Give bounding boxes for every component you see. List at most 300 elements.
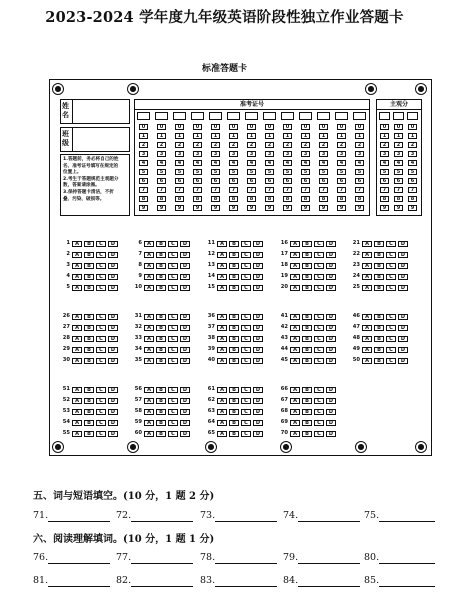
exam-digit-write-box[interactable]: [353, 112, 366, 120]
exam-digit-bubble[interactable]: 4: [247, 160, 256, 166]
exam-digit-bubble[interactable]: 7: [319, 187, 328, 193]
exam-digit-bubble[interactable]: 6: [265, 178, 274, 184]
answer-option-bubble[interactable]: C: [241, 274, 251, 281]
answer-option-bubble[interactable]: C: [96, 409, 106, 416]
answer-option-bubble[interactable]: D: [180, 358, 190, 365]
exam-digit-bubble[interactable]: 9: [229, 205, 238, 211]
answer-option-bubble[interactable]: B: [156, 285, 166, 292]
answer-option-bubble[interactable]: D: [180, 285, 190, 292]
exam-digit-bubble[interactable]: 9: [247, 205, 256, 211]
answer-option-bubble[interactable]: D: [253, 431, 263, 438]
answer-option-bubble[interactable]: C: [314, 347, 324, 354]
answer-option-bubble[interactable]: D: [253, 336, 263, 343]
answer-option-bubble[interactable]: D: [326, 387, 336, 394]
answer-option-bubble[interactable]: D: [108, 431, 118, 438]
exam-digit-bubble[interactable]: 7: [337, 187, 346, 193]
answer-option-bubble[interactable]: A: [290, 252, 300, 259]
answer-option-bubble[interactable]: C: [168, 263, 178, 270]
answer-option-bubble[interactable]: C: [241, 285, 251, 292]
answer-option-bubble[interactable]: A: [144, 398, 154, 405]
answer-option-bubble[interactable]: A: [217, 387, 227, 394]
exam-digit-bubble[interactable]: 5: [211, 169, 220, 175]
answer-option-bubble[interactable]: B: [229, 409, 239, 416]
answer-option-bubble[interactable]: D: [326, 409, 336, 416]
answer-option-bubble[interactable]: A: [217, 314, 227, 321]
answer-option-bubble[interactable]: C: [386, 336, 396, 343]
answer-option-bubble[interactable]: C: [168, 409, 178, 416]
answer-option-bubble[interactable]: C: [168, 336, 178, 343]
exam-digit-bubble[interactable]: 4: [319, 160, 328, 166]
answer-option-bubble[interactable]: B: [374, 285, 384, 292]
exam-digit-bubble[interactable]: 4: [265, 160, 274, 166]
score-digit-bubble[interactable]: 5: [380, 169, 389, 175]
answer-option-bubble[interactable]: C: [314, 409, 324, 416]
answer-option-bubble[interactable]: C: [241, 347, 251, 354]
answer-option-bubble[interactable]: A: [144, 325, 154, 332]
answer-option-bubble[interactable]: A: [72, 325, 82, 332]
answer-option-bubble[interactable]: A: [217, 325, 227, 332]
answer-option-bubble[interactable]: B: [302, 347, 312, 354]
answer-option-bubble[interactable]: D: [180, 431, 190, 438]
answer-option-bubble[interactable]: A: [290, 431, 300, 438]
exam-digit-bubble[interactable]: 2: [193, 142, 202, 148]
exam-digit-bubble[interactable]: 5: [337, 169, 346, 175]
answer-blank[interactable]: [379, 575, 435, 587]
answer-option-bubble[interactable]: B: [302, 431, 312, 438]
answer-option-bubble[interactable]: C: [96, 347, 106, 354]
answer-blank[interactable]: [131, 552, 193, 564]
answer-option-bubble[interactable]: B: [156, 274, 166, 281]
answer-option-bubble[interactable]: C: [314, 398, 324, 405]
exam-digit-bubble[interactable]: 7: [139, 187, 148, 193]
exam-digit-bubble[interactable]: 5: [247, 169, 256, 175]
score-digit-bubble[interactable]: 1: [408, 133, 417, 139]
exam-digit-bubble[interactable]: 3: [193, 151, 202, 157]
exam-digit-bubble[interactable]: 2: [319, 142, 328, 148]
exam-digit-bubble[interactable]: 2: [355, 142, 364, 148]
exam-digit-bubble[interactable]: 7: [355, 187, 364, 193]
answer-option-bubble[interactable]: D: [326, 420, 336, 427]
answer-option-bubble[interactable]: D: [326, 336, 336, 343]
answer-option-bubble[interactable]: A: [144, 314, 154, 321]
answer-option-bubble[interactable]: B: [229, 252, 239, 259]
answer-option-bubble[interactable]: D: [108, 409, 118, 416]
answer-blank[interactable]: [298, 575, 360, 587]
answer-option-bubble[interactable]: C: [241, 398, 251, 405]
answer-option-bubble[interactable]: C: [168, 387, 178, 394]
answer-option-bubble[interactable]: A: [72, 387, 82, 394]
answer-option-bubble[interactable]: B: [302, 398, 312, 405]
exam-digit-write-box[interactable]: [173, 112, 186, 120]
exam-digit-bubble[interactable]: 9: [265, 205, 274, 211]
exam-digit-bubble[interactable]: 8: [247, 196, 256, 202]
exam-digit-bubble[interactable]: 8: [139, 196, 148, 202]
answer-option-bubble[interactable]: B: [374, 252, 384, 259]
answer-option-bubble[interactable]: D: [398, 274, 408, 281]
answer-option-bubble[interactable]: A: [362, 252, 372, 259]
answer-option-bubble[interactable]: C: [241, 314, 251, 321]
exam-digit-bubble[interactable]: 4: [193, 160, 202, 166]
exam-digit-bubble[interactable]: 3: [355, 151, 364, 157]
exam-digit-bubble[interactable]: 2: [211, 142, 220, 148]
exam-digit-bubble[interactable]: 3: [247, 151, 256, 157]
answer-option-bubble[interactable]: B: [156, 347, 166, 354]
answer-option-bubble[interactable]: B: [374, 274, 384, 281]
answer-option-bubble[interactable]: C: [314, 358, 324, 365]
answer-option-bubble[interactable]: A: [217, 420, 227, 427]
answer-option-bubble[interactable]: A: [290, 263, 300, 270]
exam-digit-bubble[interactable]: 5: [193, 169, 202, 175]
exam-digit-bubble[interactable]: 9: [175, 205, 184, 211]
score-digit-bubble[interactable]: 7: [380, 187, 389, 193]
exam-digit-bubble[interactable]: 1: [283, 133, 292, 139]
exam-digit-bubble[interactable]: 1: [175, 133, 184, 139]
exam-digit-bubble[interactable]: 6: [337, 178, 346, 184]
answer-option-bubble[interactable]: A: [144, 241, 154, 248]
answer-option-bubble[interactable]: C: [96, 431, 106, 438]
answer-option-bubble[interactable]: D: [180, 336, 190, 343]
answer-option-bubble[interactable]: B: [84, 387, 94, 394]
answer-option-bubble[interactable]: B: [229, 325, 239, 332]
answer-option-bubble[interactable]: D: [253, 358, 263, 365]
answer-option-bubble[interactable]: A: [72, 241, 82, 248]
answer-option-bubble[interactable]: B: [302, 358, 312, 365]
answer-blank[interactable]: [379, 510, 435, 522]
exam-digit-bubble[interactable]: 7: [157, 187, 166, 193]
exam-digit-bubble[interactable]: 0: [355, 124, 364, 130]
exam-digit-bubble[interactable]: 2: [337, 142, 346, 148]
exam-digit-bubble[interactable]: 9: [283, 205, 292, 211]
answer-option-bubble[interactable]: B: [84, 325, 94, 332]
answer-option-bubble[interactable]: D: [326, 325, 336, 332]
answer-option-bubble[interactable]: B: [229, 314, 239, 321]
answer-option-bubble[interactable]: D: [326, 274, 336, 281]
exam-digit-bubble[interactable]: 2: [283, 142, 292, 148]
answer-option-bubble[interactable]: A: [217, 285, 227, 292]
answer-option-bubble[interactable]: A: [72, 314, 82, 321]
answer-option-bubble[interactable]: C: [168, 358, 178, 365]
answer-option-bubble[interactable]: D: [180, 347, 190, 354]
answer-option-bubble[interactable]: B: [302, 252, 312, 259]
exam-digit-bubble[interactable]: 1: [139, 133, 148, 139]
answer-option-bubble[interactable]: B: [156, 325, 166, 332]
exam-digit-write-box[interactable]: [299, 112, 312, 120]
score-digit-bubble[interactable]: 4: [394, 160, 403, 166]
answer-option-bubble[interactable]: D: [180, 398, 190, 405]
answer-option-bubble[interactable]: D: [108, 263, 118, 270]
answer-option-bubble[interactable]: D: [326, 431, 336, 438]
exam-digit-bubble[interactable]: 0: [247, 124, 256, 130]
answer-option-bubble[interactable]: A: [72, 274, 82, 281]
answer-option-bubble[interactable]: A: [144, 431, 154, 438]
answer-option-bubble[interactable]: C: [241, 241, 251, 248]
exam-digit-bubble[interactable]: 3: [175, 151, 184, 157]
answer-option-bubble[interactable]: C: [386, 285, 396, 292]
exam-digit-bubble[interactable]: 8: [301, 196, 310, 202]
score-digit-bubble[interactable]: 6: [394, 178, 403, 184]
score-digit-bubble[interactable]: 0: [408, 124, 417, 130]
exam-digit-bubble[interactable]: 1: [229, 133, 238, 139]
exam-digit-bubble[interactable]: 7: [175, 187, 184, 193]
answer-option-bubble[interactable]: B: [229, 358, 239, 365]
exam-digit-bubble[interactable]: 8: [337, 196, 346, 202]
exam-digit-write-box[interactable]: [155, 112, 168, 120]
exam-digit-bubble[interactable]: 3: [301, 151, 310, 157]
exam-digit-bubble[interactable]: 4: [139, 160, 148, 166]
answer-option-bubble[interactable]: B: [84, 398, 94, 405]
answer-option-bubble[interactable]: C: [96, 325, 106, 332]
answer-option-bubble[interactable]: A: [144, 347, 154, 354]
answer-option-bubble[interactable]: A: [290, 398, 300, 405]
answer-option-bubble[interactable]: A: [217, 347, 227, 354]
answer-option-bubble[interactable]: A: [362, 241, 372, 248]
answer-option-bubble[interactable]: A: [362, 336, 372, 343]
answer-option-bubble[interactable]: D: [180, 387, 190, 394]
answer-option-bubble[interactable]: D: [253, 241, 263, 248]
answer-option-bubble[interactable]: C: [168, 274, 178, 281]
answer-option-bubble[interactable]: B: [84, 431, 94, 438]
answer-blank[interactable]: [131, 510, 193, 522]
answer-option-bubble[interactable]: A: [72, 431, 82, 438]
exam-digit-bubble[interactable]: 8: [355, 196, 364, 202]
exam-digit-bubble[interactable]: 8: [319, 196, 328, 202]
answer-option-bubble[interactable]: D: [326, 285, 336, 292]
exam-digit-write-box[interactable]: [335, 112, 348, 120]
exam-digit-bubble[interactable]: 2: [229, 142, 238, 148]
exam-digit-bubble[interactable]: 0: [175, 124, 184, 130]
exam-digit-bubble[interactable]: 2: [139, 142, 148, 148]
score-digit-bubble[interactable]: 8: [394, 196, 403, 202]
answer-option-bubble[interactable]: B: [156, 420, 166, 427]
answer-option-bubble[interactable]: A: [217, 431, 227, 438]
score-digit-bubble[interactable]: 3: [408, 151, 417, 157]
answer-option-bubble[interactable]: D: [253, 263, 263, 270]
answer-option-bubble[interactable]: B: [302, 263, 312, 270]
answer-option-bubble[interactable]: C: [314, 336, 324, 343]
exam-digit-bubble[interactable]: 2: [301, 142, 310, 148]
exam-digit-bubble[interactable]: 6: [211, 178, 220, 184]
exam-digit-bubble[interactable]: 5: [355, 169, 364, 175]
answer-option-bubble[interactable]: A: [362, 347, 372, 354]
exam-digit-write-box[interactable]: [137, 112, 150, 120]
answer-option-bubble[interactable]: A: [217, 252, 227, 259]
exam-digit-bubble[interactable]: 6: [139, 178, 148, 184]
answer-blank[interactable]: [215, 510, 277, 522]
answer-option-bubble[interactable]: A: [144, 336, 154, 343]
answer-option-bubble[interactable]: C: [96, 387, 106, 394]
answer-blank[interactable]: [215, 552, 277, 564]
exam-digit-bubble[interactable]: 6: [193, 178, 202, 184]
answer-option-bubble[interactable]: C: [241, 263, 251, 270]
exam-digit-bubble[interactable]: 7: [229, 187, 238, 193]
answer-option-bubble[interactable]: D: [108, 314, 118, 321]
answer-option-bubble[interactable]: D: [398, 314, 408, 321]
answer-option-bubble[interactable]: C: [168, 252, 178, 259]
answer-option-bubble[interactable]: D: [253, 347, 263, 354]
exam-digit-write-box[interactable]: [263, 112, 276, 120]
answer-option-bubble[interactable]: A: [290, 314, 300, 321]
answer-option-bubble[interactable]: C: [168, 314, 178, 321]
exam-digit-bubble[interactable]: 9: [337, 205, 346, 211]
exam-digit-bubble[interactable]: 6: [283, 178, 292, 184]
answer-option-bubble[interactable]: A: [72, 420, 82, 427]
answer-option-bubble[interactable]: A: [362, 325, 372, 332]
exam-digit-bubble[interactable]: 7: [193, 187, 202, 193]
answer-option-bubble[interactable]: D: [180, 314, 190, 321]
exam-digit-bubble[interactable]: 6: [319, 178, 328, 184]
answer-option-bubble[interactable]: B: [84, 285, 94, 292]
exam-digit-bubble[interactable]: 6: [247, 178, 256, 184]
answer-option-bubble[interactable]: D: [398, 241, 408, 248]
exam-digit-bubble[interactable]: 3: [157, 151, 166, 157]
score-digit-bubble[interactable]: 2: [380, 142, 389, 148]
answer-option-bubble[interactable]: A: [362, 358, 372, 365]
exam-digit-bubble[interactable]: 3: [229, 151, 238, 157]
answer-option-bubble[interactable]: A: [72, 263, 82, 270]
answer-option-bubble[interactable]: B: [229, 398, 239, 405]
answer-option-bubble[interactable]: C: [386, 241, 396, 248]
exam-digit-bubble[interactable]: 5: [283, 169, 292, 175]
answer-option-bubble[interactable]: D: [253, 409, 263, 416]
answer-blank[interactable]: [131, 575, 193, 587]
answer-option-bubble[interactable]: D: [180, 274, 190, 281]
exam-digit-bubble[interactable]: 0: [319, 124, 328, 130]
answer-option-bubble[interactable]: B: [84, 274, 94, 281]
answer-option-bubble[interactable]: B: [302, 274, 312, 281]
exam-digit-bubble[interactable]: 0: [265, 124, 274, 130]
exam-digit-bubble[interactable]: 0: [337, 124, 346, 130]
exam-digit-bubble[interactable]: 5: [157, 169, 166, 175]
answer-option-bubble[interactable]: D: [253, 325, 263, 332]
answer-option-bubble[interactable]: C: [96, 263, 106, 270]
exam-digit-bubble[interactable]: 3: [265, 151, 274, 157]
exam-digit-bubble[interactable]: 1: [301, 133, 310, 139]
score-digit-bubble[interactable]: 6: [408, 178, 417, 184]
answer-option-bubble[interactable]: A: [290, 409, 300, 416]
answer-option-bubble[interactable]: A: [72, 336, 82, 343]
exam-digit-bubble[interactable]: 0: [139, 124, 148, 130]
answer-option-bubble[interactable]: B: [302, 387, 312, 394]
answer-option-bubble[interactable]: A: [362, 263, 372, 270]
exam-digit-bubble[interactable]: 1: [319, 133, 328, 139]
exam-digit-bubble[interactable]: 1: [193, 133, 202, 139]
answer-option-bubble[interactable]: B: [302, 409, 312, 416]
answer-option-bubble[interactable]: A: [72, 398, 82, 405]
answer-option-bubble[interactable]: A: [290, 387, 300, 394]
exam-digit-bubble[interactable]: 7: [247, 187, 256, 193]
answer-option-bubble[interactable]: C: [314, 325, 324, 332]
exam-digit-bubble[interactable]: 3: [139, 151, 148, 157]
answer-option-bubble[interactable]: D: [108, 358, 118, 365]
exam-digit-bubble[interactable]: 1: [211, 133, 220, 139]
answer-option-bubble[interactable]: C: [314, 420, 324, 427]
answer-option-bubble[interactable]: B: [374, 358, 384, 365]
answer-option-bubble[interactable]: C: [386, 252, 396, 259]
answer-option-bubble[interactable]: C: [314, 431, 324, 438]
answer-option-bubble[interactable]: D: [108, 420, 118, 427]
answer-option-bubble[interactable]: C: [241, 431, 251, 438]
answer-option-bubble[interactable]: D: [398, 263, 408, 270]
answer-blank[interactable]: [298, 510, 360, 522]
answer-option-bubble[interactable]: D: [180, 263, 190, 270]
score-digit-bubble[interactable]: 0: [380, 124, 389, 130]
answer-option-bubble[interactable]: D: [398, 285, 408, 292]
answer-option-bubble[interactable]: C: [96, 285, 106, 292]
exam-digit-bubble[interactable]: 8: [283, 196, 292, 202]
exam-digit-bubble[interactable]: 7: [265, 187, 274, 193]
answer-option-bubble[interactable]: D: [180, 252, 190, 259]
answer-option-bubble[interactable]: B: [302, 285, 312, 292]
exam-digit-bubble[interactable]: 0: [229, 124, 238, 130]
answer-option-bubble[interactable]: D: [398, 336, 408, 343]
answer-option-bubble[interactable]: D: [398, 347, 408, 354]
answer-option-bubble[interactable]: C: [96, 241, 106, 248]
answer-option-bubble[interactable]: A: [72, 252, 82, 259]
answer-option-bubble[interactable]: C: [314, 263, 324, 270]
exam-digit-bubble[interactable]: 3: [337, 151, 346, 157]
answer-option-bubble[interactable]: D: [326, 263, 336, 270]
answer-option-bubble[interactable]: C: [314, 252, 324, 259]
answer-option-bubble[interactable]: C: [96, 420, 106, 427]
exam-digit-bubble[interactable]: 0: [283, 124, 292, 130]
score-digit-bubble[interactable]: 9: [380, 205, 389, 211]
score-write-box[interactable]: [379, 112, 390, 120]
answer-option-bubble[interactable]: D: [326, 347, 336, 354]
answer-option-bubble[interactable]: B: [229, 420, 239, 427]
answer-option-bubble[interactable]: B: [374, 347, 384, 354]
answer-option-bubble[interactable]: C: [96, 314, 106, 321]
answer-option-bubble[interactable]: B: [84, 263, 94, 270]
answer-option-bubble[interactable]: D: [108, 336, 118, 343]
answer-option-bubble[interactable]: A: [217, 241, 227, 248]
answer-option-bubble[interactable]: A: [72, 347, 82, 354]
score-digit-bubble[interactable]: 2: [408, 142, 417, 148]
answer-option-bubble[interactable]: A: [72, 285, 82, 292]
answer-option-bubble[interactable]: B: [84, 336, 94, 343]
score-digit-bubble[interactable]: 6: [380, 178, 389, 184]
answer-option-bubble[interactable]: B: [302, 336, 312, 343]
answer-option-bubble[interactable]: B: [302, 420, 312, 427]
answer-option-bubble[interactable]: C: [96, 252, 106, 259]
score-digit-bubble[interactable]: 2: [394, 142, 403, 148]
answer-option-bubble[interactable]: B: [156, 409, 166, 416]
answer-option-bubble[interactable]: A: [72, 409, 82, 416]
answer-option-bubble[interactable]: B: [156, 252, 166, 259]
answer-option-bubble[interactable]: D: [326, 252, 336, 259]
exam-digit-bubble[interactable]: 3: [283, 151, 292, 157]
answer-option-bubble[interactable]: C: [168, 431, 178, 438]
answer-option-bubble[interactable]: B: [374, 336, 384, 343]
answer-option-bubble[interactable]: D: [253, 387, 263, 394]
score-digit-bubble[interactable]: 3: [394, 151, 403, 157]
exam-digit-bubble[interactable]: 0: [157, 124, 166, 130]
answer-option-bubble[interactable]: D: [108, 347, 118, 354]
exam-digit-write-box[interactable]: [245, 112, 258, 120]
answer-option-bubble[interactable]: A: [290, 347, 300, 354]
answer-option-bubble[interactable]: B: [84, 314, 94, 321]
answer-option-bubble[interactable]: B: [84, 358, 94, 365]
answer-blank[interactable]: [48, 575, 110, 587]
score-digit-bubble[interactable]: 5: [408, 169, 417, 175]
exam-digit-bubble[interactable]: 6: [229, 178, 238, 184]
exam-digit-bubble[interactable]: 5: [301, 169, 310, 175]
score-digit-bubble[interactable]: 9: [394, 205, 403, 211]
answer-option-bubble[interactable]: B: [156, 358, 166, 365]
answer-option-bubble[interactable]: A: [290, 336, 300, 343]
answer-option-bubble[interactable]: C: [314, 314, 324, 321]
answer-option-bubble[interactable]: B: [229, 263, 239, 270]
exam-digit-bubble[interactable]: 8: [193, 196, 202, 202]
